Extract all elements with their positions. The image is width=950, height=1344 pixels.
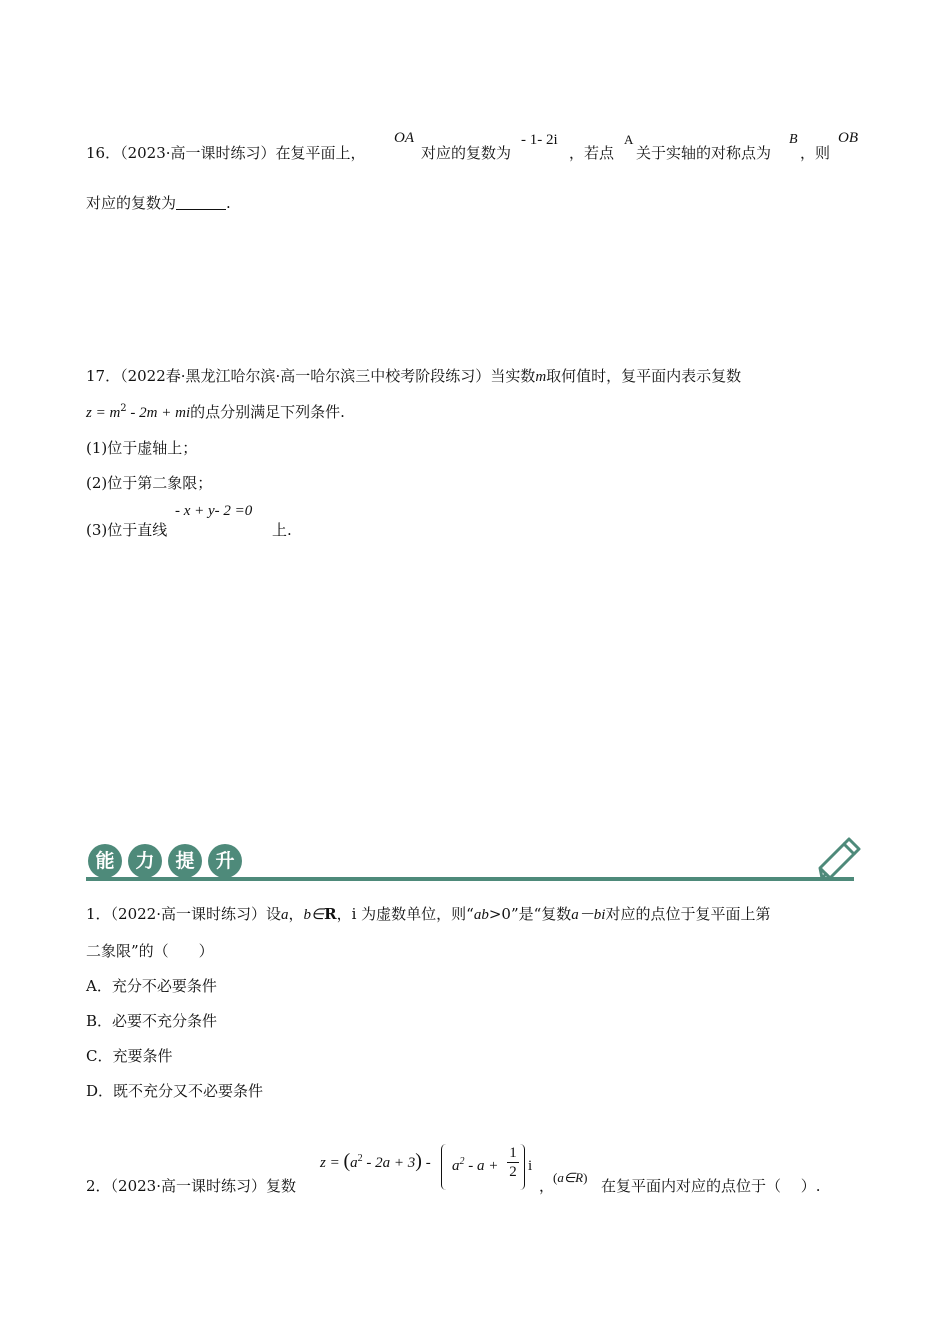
term2-a: a — [452, 1158, 460, 1174]
q16-text-4: 关于实轴的对称点为 — [636, 144, 772, 162]
q17-line1 — [86, 365, 741, 386]
minus-sign: - — [425, 1155, 431, 1171]
q16-line2 — [86, 192, 231, 213]
z-exponent: 2 — [120, 403, 127, 414]
q17-number: 17． — [86, 367, 121, 385]
paren-left — [441, 1144, 446, 1190]
q17-text-3: 的点分别满足下列条件. — [190, 403, 345, 421]
answer-blank[interactable] — [176, 197, 226, 210]
q16-text-2: 对应的复数为 — [421, 144, 512, 162]
set-r: R — [324, 905, 337, 923]
q17-source: （2022春·黑龙江哈尔滨·高一哈尔滨三中校考阶段练习） — [120, 367, 491, 385]
q17-text-2: 取何值时，复平面内表示复数 — [546, 367, 742, 385]
term-a: a — [350, 1155, 358, 1171]
p1-comma: ， — [288, 905, 304, 923]
banner-char: 提 — [168, 844, 202, 878]
vector-ob: OB — [838, 130, 858, 146]
q16-line2-text: 对应的复数为 — [86, 194, 177, 212]
p1-number: 1． — [86, 905, 111, 923]
p1-text: 设 — [266, 905, 282, 923]
banner-divider — [86, 877, 854, 881]
var-b-in-r: b∈ — [303, 907, 325, 923]
point-a: A — [624, 132, 634, 147]
condition-a-in-r: a∈R — [557, 1170, 584, 1185]
q16-end: . — [226, 194, 231, 212]
p2-term2: $a^2$ - a + — [452, 1156, 499, 1174]
imaginary-unit: i — [528, 1158, 533, 1174]
p2-source: （2023·高一课时练习） — [110, 1177, 266, 1195]
p2-number: 2． — [86, 1177, 111, 1195]
complex-a-minus-bi: a－bi — [571, 907, 606, 923]
line-equation: - x + y- 2 =0 — [175, 503, 253, 519]
var-a: a — [281, 907, 289, 923]
q16-line1 — [86, 142, 366, 163]
p1-text-4: 对应的点位于复平面上第 — [605, 905, 771, 923]
q16-source: （2023·高一课时练习） — [120, 144, 276, 162]
q17-condition-3-end: 上. — [272, 521, 292, 539]
paren-right — [520, 1144, 525, 1190]
var-m: m — [535, 369, 547, 385]
p2-comma: ， — [539, 1177, 555, 1195]
q17-line2 — [86, 401, 345, 422]
banner-char: 升 — [208, 844, 242, 878]
term-rest: - 2a + 3 — [362, 1155, 416, 1171]
banner-char: 力 — [128, 844, 162, 878]
p2-condition: (a∈R) — [553, 1170, 588, 1185]
option-d[interactable]: D．既不充分又不必要条件 — [86, 1082, 264, 1100]
q16-value: - 1- 2i — [521, 132, 558, 148]
vector-oa: OA — [394, 130, 414, 146]
section-banner — [86, 840, 861, 885]
option-b[interactable]: B．必要不充分条件 — [86, 1012, 218, 1030]
q17-condition-1: (1)位于虚轴上； — [86, 439, 198, 457]
term2-rest: - a + — [464, 1158, 499, 1174]
p2-line1 — [86, 1175, 296, 1196]
fraction-denominator: 2 — [507, 1162, 519, 1181]
p2-text-2: 在复平面内对应的点位于（ ）. — [601, 1177, 821, 1195]
option-c[interactable]: C．充要条件 — [86, 1047, 173, 1065]
p1-text-3: >0”是“复数 — [488, 905, 572, 923]
p1-text-2: ，i 为虚数单位，则“ — [336, 905, 474, 923]
option-a[interactable]: A．充分不必要条件 — [86, 977, 217, 995]
q16-text-3: ，若点 — [569, 144, 615, 162]
p2-text: 复数 — [266, 1177, 297, 1195]
z-expression: z = m — [86, 405, 121, 421]
q16-text: 在复平面上， — [275, 144, 366, 162]
z-equals: z = — [320, 1155, 340, 1171]
pencil-icon — [816, 836, 862, 880]
var-ab: ab — [473, 907, 489, 923]
p1-line2: 二象限”的（ ） — [86, 942, 214, 960]
q16-number: 16． — [86, 144, 121, 162]
q17-condition-2: (2)位于第二象限； — [86, 474, 213, 492]
q16-text-5: ，则 — [800, 144, 831, 162]
p1-line1 — [86, 903, 770, 924]
z-expression-rest: - 2m + mi — [126, 405, 191, 421]
p2-formula: $z = (a^2 - 2a + 3)$ - — [320, 1150, 431, 1172]
banner-char: 能 — [88, 844, 122, 878]
fraction-half — [507, 1144, 519, 1181]
q17-condition-3: (3)位于直线 — [86, 521, 168, 539]
point-b: B — [789, 132, 798, 147]
p1-source: （2022·高一课时练习） — [110, 905, 266, 923]
fraction-numerator: 1 — [509, 1145, 517, 1161]
q17-text: 当实数 — [490, 367, 536, 385]
